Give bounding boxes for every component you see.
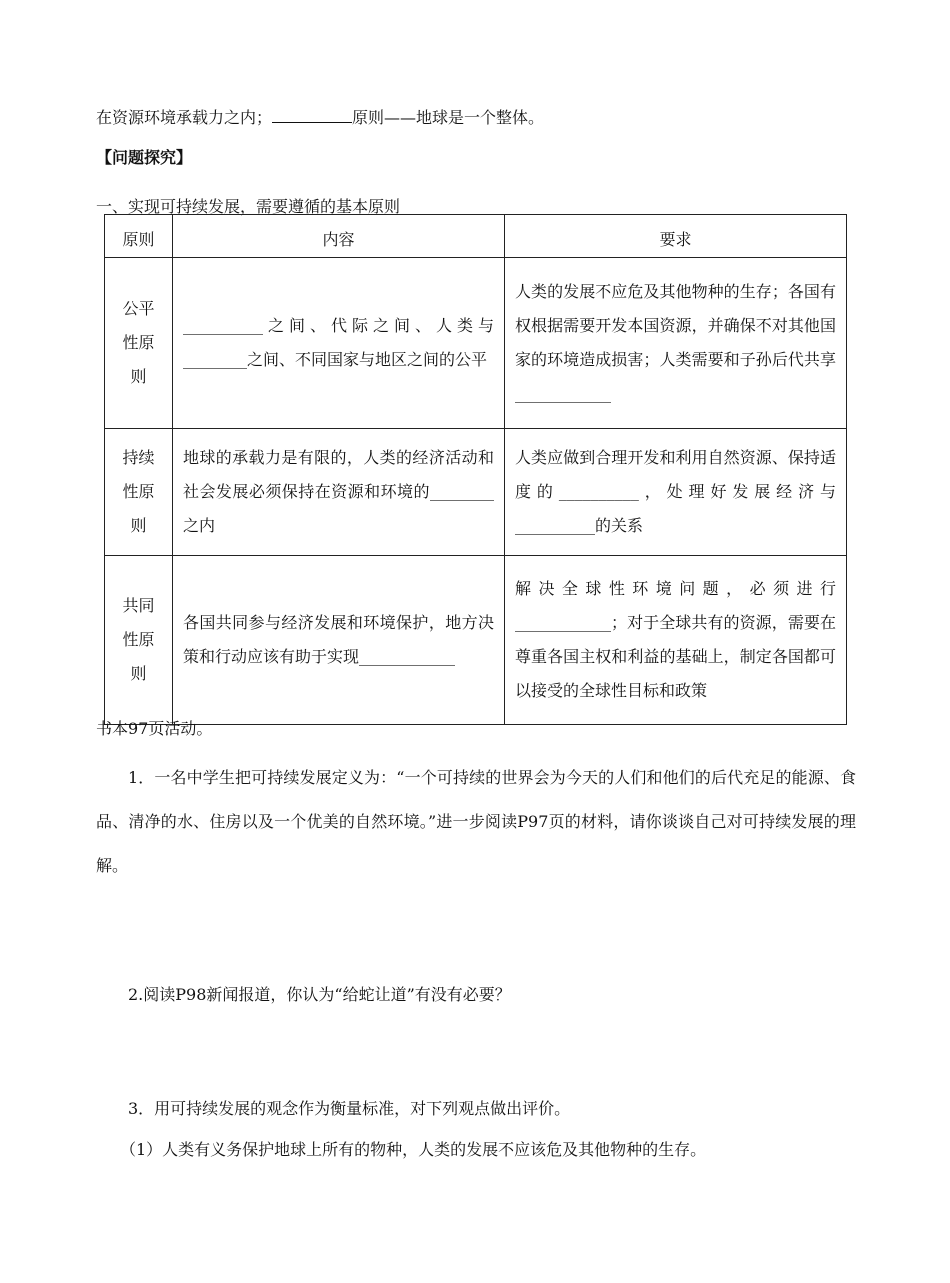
header-content: 内容 [173, 215, 505, 258]
header-requirement: 要求 [505, 215, 847, 258]
principles-table [104, 214, 847, 725]
principle-requirement: 解决全球性环境问题，必须进行____________；对于全球共有的资源，需要在尊重各国主权和利益的基础上，制定各国都可以接受的全球性目标和政策 [505, 556, 847, 725]
table-header-row [105, 215, 847, 258]
table-row [105, 258, 847, 429]
principle-content: 各国共同参与经济发展和环境保护，地方决策和行动应该有助于实现____________ [173, 556, 505, 725]
book-note: 书本97页活动。 [96, 719, 213, 738]
principle-content: __________之间、代际之间、人类与________之间、不同国家与地区之间的公平 [173, 258, 505, 429]
principle-name: 共同性原则 [105, 556, 173, 725]
question-2: 2.阅读P98新闻报道，你认为“给蛇让道”有没有必要？ [128, 985, 511, 1004]
fill-blank[interactable] [272, 106, 352, 123]
table-row [105, 556, 847, 725]
principle-name: 公平性原则 [105, 258, 173, 429]
table-intro: 一、实现可持续发展，需要遵循的基本原则 [96, 197, 401, 216]
header-principle: 原则 [105, 215, 173, 258]
table-row [105, 429, 847, 556]
question-1: 1．一名中学生把可持续发展定义为：“一个可持续的世界会为今天的人们和他们的后代充足的能源、食品、清净的水、住房以及一个优美的自然环境。”进一步阅读P97页的材料，请你谈谈自己对可持续发展的理解。 [96, 768, 856, 875]
principle-content: 地球的承载力是有限的，人类的经济活动和社会发展必须保持在资源和环境的________之内 [173, 429, 505, 556]
question-3-item-1: （1）人类有义务保护地球上所有的物种，人类的发展不应该危及其他物种的生存。 [120, 1140, 707, 1159]
question-3: 3．用可持续发展的观念作为衡量标准，对下列观点做出评价。 [128, 1099, 571, 1118]
principle-name: 持续性原则 [105, 429, 173, 556]
principle-requirement: 人类的发展不应危及其他物种的生存；各国有权根据需要开发本国资源，并确保不对其他国家的环境造成损害；人类需要和子孙后代共享____________ [505, 258, 847, 429]
intro-line [96, 106, 544, 130]
intro-line-after: 原则——地球是一个整体。 [352, 108, 545, 127]
intro-line-before: 在资源环境承载力之内； [96, 108, 273, 127]
section-heading: 【问题探究】 [96, 148, 193, 167]
principle-requirement: 人类应做到合理开发和利用自然资源、保持适度的__________，处理好发展经济与__________的关系 [505, 429, 847, 556]
